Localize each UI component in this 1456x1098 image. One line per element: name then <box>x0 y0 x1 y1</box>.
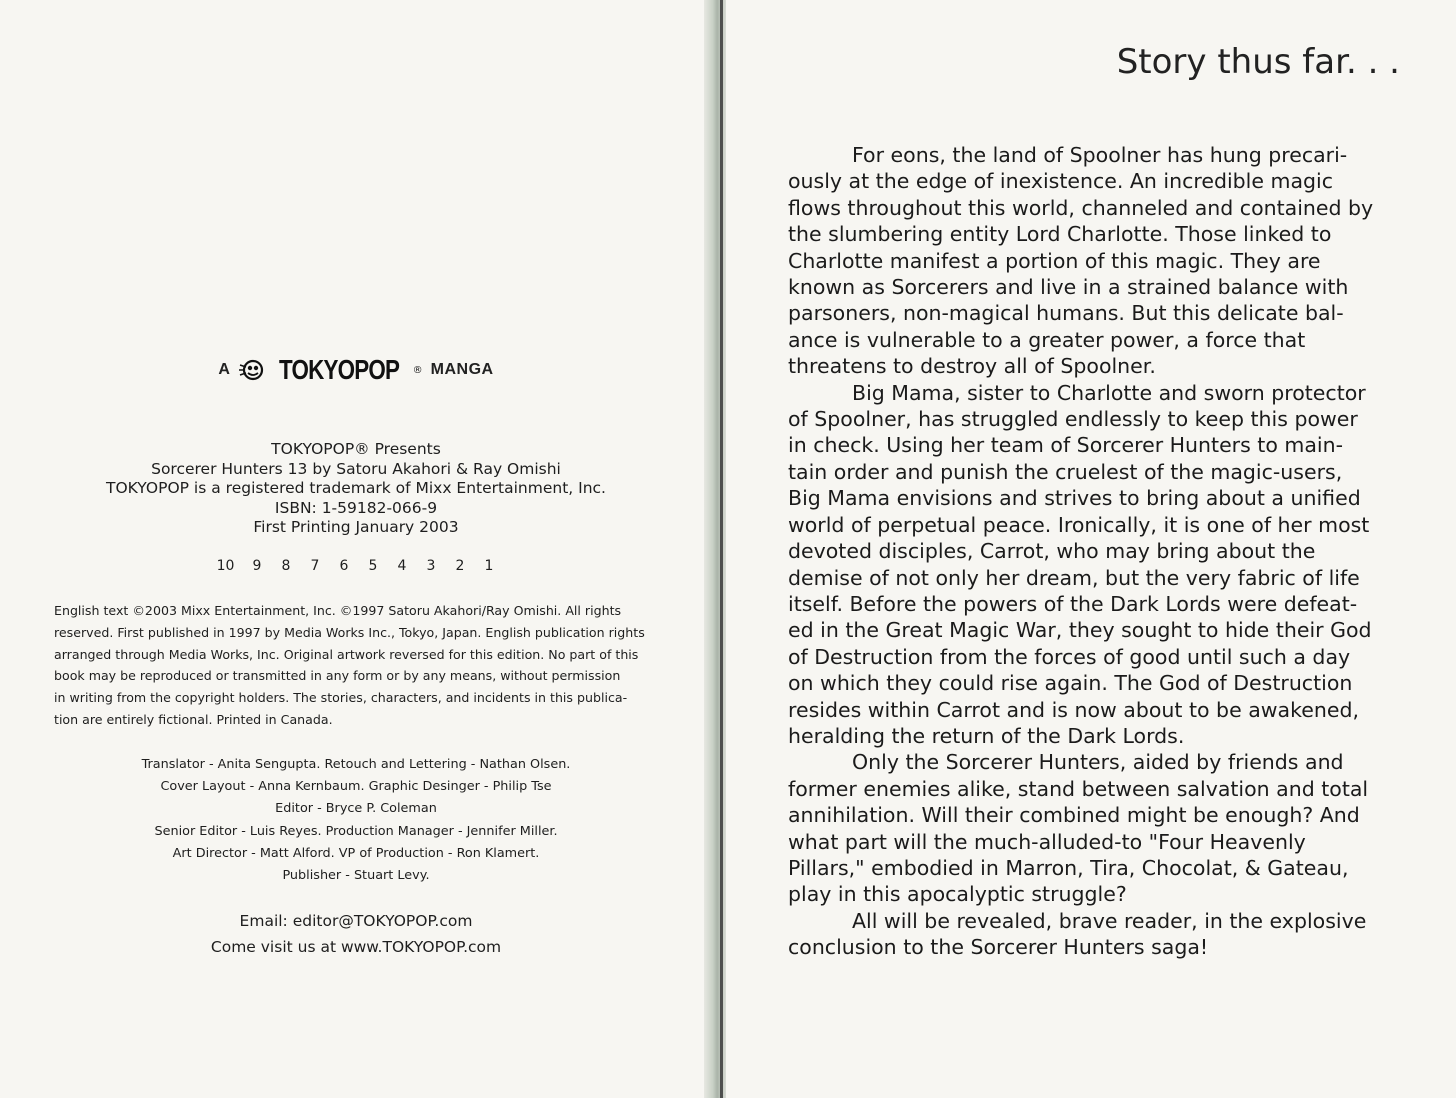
contact-email: Email: editor@TOKYOPOP.com <box>239 912 473 930</box>
logo-wordmark: TOKYOPOP <box>279 354 400 385</box>
tokyopop-logo <box>238 356 422 384</box>
print-number: 8 <box>281 558 291 574</box>
imprint-line: TOKYOPOP is a registered trademark of Mixx Entertainment, Inc. <box>106 479 606 497</box>
story-line: tain order and punish the cruelest of the magic-users, <box>788 459 1343 484</box>
story-line: in check. Using her team of Sorcerer Hunters to main- <box>788 433 1344 458</box>
gutter-edge <box>720 0 723 1098</box>
contact-info <box>0 908 712 960</box>
story-line: conclusion to the Sorcerer Hunters saga! <box>788 935 1209 960</box>
story-line: Big Mama, sister to Charlotte and sworn protector <box>852 380 1366 405</box>
story-line: flows throughout this world, channeled and contained by <box>788 195 1374 220</box>
story-line: Big Mama envisions and strives to bring about a unified <box>788 486 1361 511</box>
tokyopop-logo-icon <box>238 356 268 384</box>
story-line: heralding the return of the Dark Lords. <box>788 723 1185 748</box>
story-line: For eons, the land of Spoolner has hung precari- <box>852 143 1348 167</box>
story-line: parsoners, non-magical humans. But this delicate bal- <box>788 301 1344 326</box>
publisher-logo-line <box>0 350 712 390</box>
logo-suffix: MANGA <box>430 361 494 378</box>
legal-line: arranged through Media Works, Inc. Original artwork reversed for this edition. No part of this <box>54 646 639 662</box>
imprint-line: ISBN: 1-59182-066-9 <box>274 498 438 517</box>
story-line: world of perpetual peace. Ironically, it is one of her most <box>788 512 1370 537</box>
print-number: 5 <box>368 558 378 574</box>
story-line: of Spoolner, has struggled endlessly to keep this power <box>788 407 1358 432</box>
print-number: 10 <box>216 558 235 574</box>
story-line: ously at the edge of inexistence. An incredible magic <box>788 169 1334 194</box>
story-line: Only the Sorcerer Hunters, aided by friends and <box>852 750 1344 775</box>
legal-line: reserved. First published in 1997 by Media Works Inc., Tokyo, Japan. English publication rights <box>54 624 645 640</box>
credit-line: Publisher - Stuart Levy. <box>282 868 430 884</box>
logo-registered-mark: ® <box>412 364 423 376</box>
story-line: itself. Before the powers of the Dark Lords were defeat- <box>788 591 1358 616</box>
story-line: of Destruction from the forces of good until such a day <box>788 644 1351 669</box>
story-line: resides within Carrot and is now about to be awakened, <box>788 697 1359 722</box>
story-line: on which they could rise again. The God of Destruction <box>788 671 1353 696</box>
credit-line: Cover Layout - Anna Kernbaum. Graphic Desinger - Philip Tse <box>160 779 552 795</box>
story-line: the slumbering entity Lord Charlotte. Those linked to <box>788 222 1332 247</box>
legal-line: English text ©2003 Mixx Entertainment, Inc. ©1997 Satoru Akahori/Ray Omishi. All rights <box>54 603 622 618</box>
print-number: 3 <box>426 558 436 574</box>
print-number: 9 <box>252 558 262 574</box>
left-page <box>0 0 712 1098</box>
imprint-block <box>0 440 712 538</box>
story-line: devoted disciples, Carrot, who may bring about the <box>788 539 1316 564</box>
story-line: former enemies alike, stand between salvation and total <box>788 776 1369 801</box>
print-number-line <box>0 558 712 574</box>
story-line: known as Sorcerers and live in a strained balance with <box>788 275 1349 300</box>
story-line: demise of not only her dream, but the very fabric of life <box>788 565 1360 590</box>
credit-line: Translator - Anita Sengupta. Retouch and Lettering - Nathan Olsen. <box>141 757 571 772</box>
print-number: 7 <box>310 558 320 574</box>
print-number: 1 <box>484 558 494 574</box>
story-line: threatens to destroy all of Spoolner. <box>788 354 1156 379</box>
credit-line: Editor - Bryce P. Coleman <box>275 801 437 817</box>
imprint-line: Sorcerer Hunters 13 by Satoru Akahori & Ray Omishi <box>151 459 561 478</box>
credit-line: Senior Editor - Luis Reyes. Production Manager - Jennifer Miller. <box>154 823 558 839</box>
story-line: All will be revealed, brave reader, in the explosive <box>852 908 1367 933</box>
print-number: 6 <box>339 558 349 574</box>
legal-line: book may be reproduced or transmitted in any form or by any means, without permission <box>54 668 621 684</box>
credit-line: Art Director - Matt Alford. VP of Production - Ron Klamert. <box>172 845 540 861</box>
story-line: Pillars," embodied in Marron, Tira, Chocolat, & Gateau, <box>788 855 1349 880</box>
story-line: what part will the much-alluded-to "Four Heavenly <box>788 829 1306 854</box>
story-line: ance is vulnerable to a greater power, a force that <box>788 327 1306 352</box>
contact-website: Come visit us at www.TOKYOPOP.com <box>210 938 502 956</box>
story-line: play in this apocalyptic struggle? <box>788 882 1127 907</box>
story-summary <box>788 142 1400 961</box>
logo-prefix: A <box>218 361 231 378</box>
print-number: 4 <box>397 558 407 574</box>
staff-credits <box>0 754 712 887</box>
story-line: annihilation. Will their combined might be enough? And <box>788 803 1360 828</box>
legal-line: in writing from the copyright holders. The stories, characters, and incidents in this publica- <box>54 690 628 706</box>
legal-line: tion are entirely fictional. Printed in Canada. <box>54 711 333 727</box>
imprint-line: First Printing January 2003 <box>253 518 459 536</box>
copyright-notice <box>54 600 662 731</box>
story-line: ed in the Great Magic War, they sought to hide their God <box>788 618 1372 643</box>
story-line: Charlotte manifest a portion of this magic. They are <box>788 248 1321 273</box>
print-number: 2 <box>455 558 465 574</box>
imprint-line: TOKYOPOP® Presents <box>271 440 441 458</box>
story-title: Story thus far. . . <box>1116 42 1400 82</box>
